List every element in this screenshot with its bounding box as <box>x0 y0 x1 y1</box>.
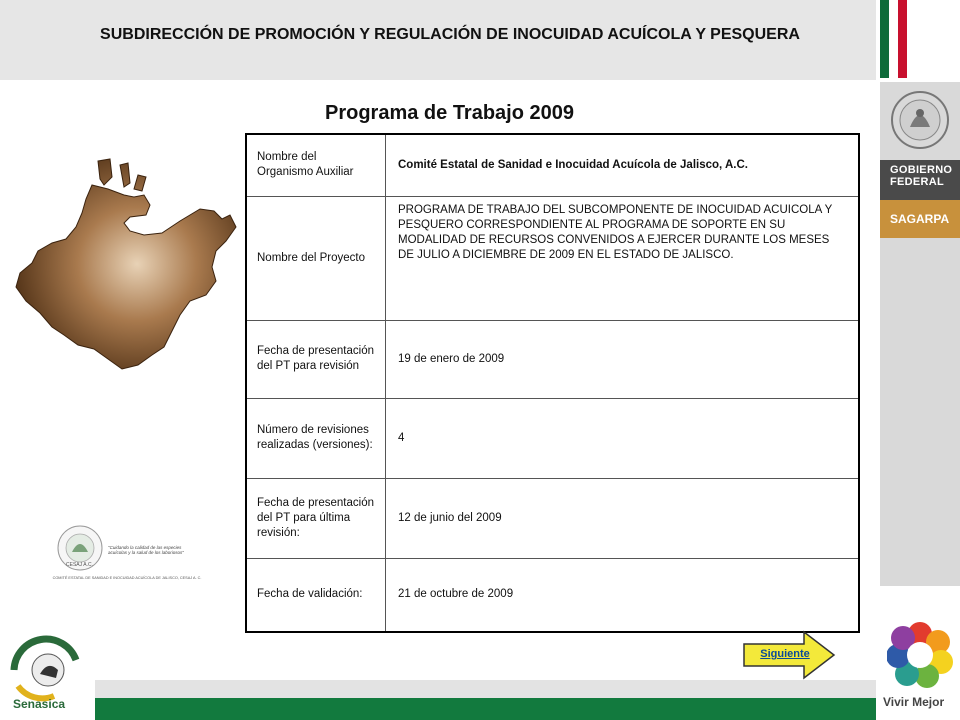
government-sidebar <box>880 0 960 586</box>
row-value: 4 <box>386 398 860 478</box>
work-program-table <box>245 133 860 633</box>
next-button-label[interactable]: Siguiente <box>760 648 810 660</box>
federal-label: FEDERAL <box>890 176 945 188</box>
row-label: Nombre del Organismo Auxiliar <box>246 134 386 196</box>
footer-grey-band <box>95 680 876 698</box>
flag-stripes <box>880 0 960 82</box>
row-label: Fecha de presentación del PT para revisión <box>246 320 386 398</box>
table-row <box>246 398 859 478</box>
table-row <box>246 134 859 196</box>
mexico-seal-icon <box>880 88 960 152</box>
row-label: Fecha de presentación del PT para última revisión: <box>246 478 386 558</box>
page-header-title: SUBDIRECCIÓN DE PROMOCIÓN Y REGULACIÓN DE INOCUIDAD ACUÍCOLA Y PESQUERA <box>100 26 800 43</box>
org-quote: "Cuidando la calidad de las especies acuícolas y la salud de los laboriosos" <box>108 545 184 555</box>
row-label: Fecha de validación: <box>246 558 386 632</box>
row-value: 12 de junio del 2009 <box>386 478 860 558</box>
table-row <box>246 320 859 398</box>
jalisco-map-icon <box>12 155 242 380</box>
row-label: Nombre del Proyecto <box>246 196 386 320</box>
row-label: Número de revisiones realizadas (versiones): <box>246 398 386 478</box>
gobierno-label: GOBIERNO <box>890 164 953 176</box>
org-name: COMITÉ ESTATAL DE SANIDAD E INOCUIDAD ACUÍCOLA DE JALISCO, CESAJ A. C. <box>52 576 202 580</box>
header-band <box>0 0 876 80</box>
org-acronym: CESAJ A.C. <box>66 562 93 568</box>
gobierno-federal-logo <box>880 160 960 200</box>
page-title: Programa de Trabajo 2009 <box>325 102 575 124</box>
row-value: Comité Estatal de Sanidad e Inocuidad Acuícola de Jalisco, A.C. <box>386 134 860 196</box>
footer-green-band <box>95 698 876 720</box>
vivir-mejor-label: Vivir Mejor <box>883 695 945 709</box>
table-row <box>246 478 859 558</box>
table-row <box>246 196 859 320</box>
senasica-label: Senasica <box>13 697 66 711</box>
row-value: 21 de octubre de 2009 <box>386 558 860 632</box>
row-value: PROGRAMA DE TRABAJO DEL SUBCOMPONENTE DE INOCUIDAD ACUICOLA Y PESQUERO CORRESPONDIENTE AL PROGRAMA DE SOPORTE EN SU MODALIDAD DE RECURSOS CONVENIDOS A EJERCER DURANTE LOS MESES DE JULIO A DICIEMBRE DE 2009 EN EL ESTADO DE JALISCO. <box>386 196 860 320</box>
sagarpa-logo: SAGARPA <box>880 200 960 238</box>
row-value: 19 de enero de 2009 <box>386 320 860 398</box>
table-row <box>246 558 859 632</box>
